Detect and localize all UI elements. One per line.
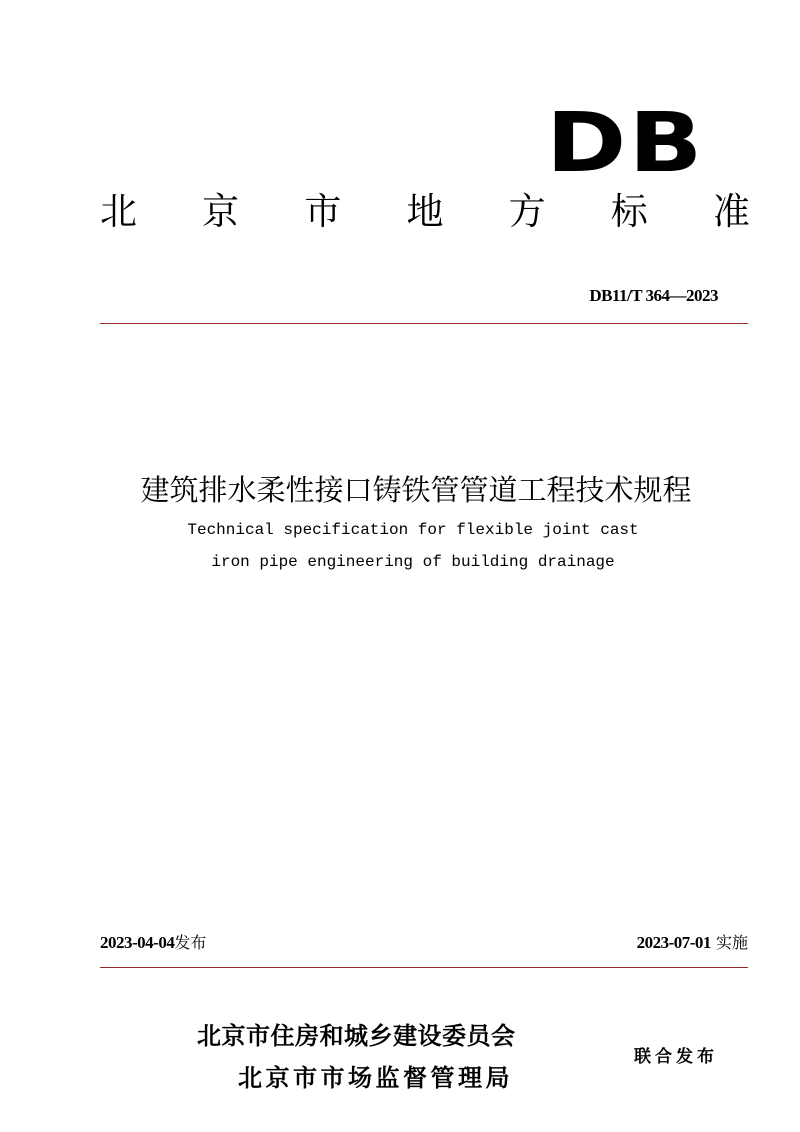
document-title-english-line2: iron pipe engineering of building drainage [211, 553, 615, 571]
standard-number: DB11/T 364—2023 [589, 286, 718, 305]
release-date-block [100, 932, 206, 954]
implement-label: 实施 [715, 933, 748, 952]
issuer-market-regulation: 北京市市场监督管理局 [238, 1064, 513, 1092]
document-title-chinese: 建筑排水柔性接口铸铁管管道工程技术规程 [140, 473, 692, 507]
standard-type-heading [100, 190, 750, 234]
standard-type-char: 市 [304, 190, 342, 233]
top-divider [100, 323, 748, 324]
db-logo: DB [546, 96, 705, 191]
bottom-divider [100, 967, 748, 968]
release-label: 发布 [174, 933, 207, 952]
standard-type-char: 地 [406, 190, 444, 233]
implement-date-block [637, 932, 748, 954]
issuer-housing-commission: 北京市住房和城乡建设委员会 [197, 1022, 516, 1050]
implement-date: 2023-07-01 [636, 933, 711, 952]
standard-type-char: 标 [610, 190, 648, 233]
standard-type-char: 准 [712, 190, 750, 233]
joint-release-label: 联合发布 [634, 1047, 718, 1067]
standard-type-char: 方 [508, 190, 546, 233]
release-date: 2023-04-04 [100, 933, 175, 952]
document-title-english-line1: Technical specification for flexible joint cast [187, 521, 639, 539]
standard-type-char: 京 [202, 190, 240, 233]
standard-type-char: 北 [100, 190, 137, 233]
